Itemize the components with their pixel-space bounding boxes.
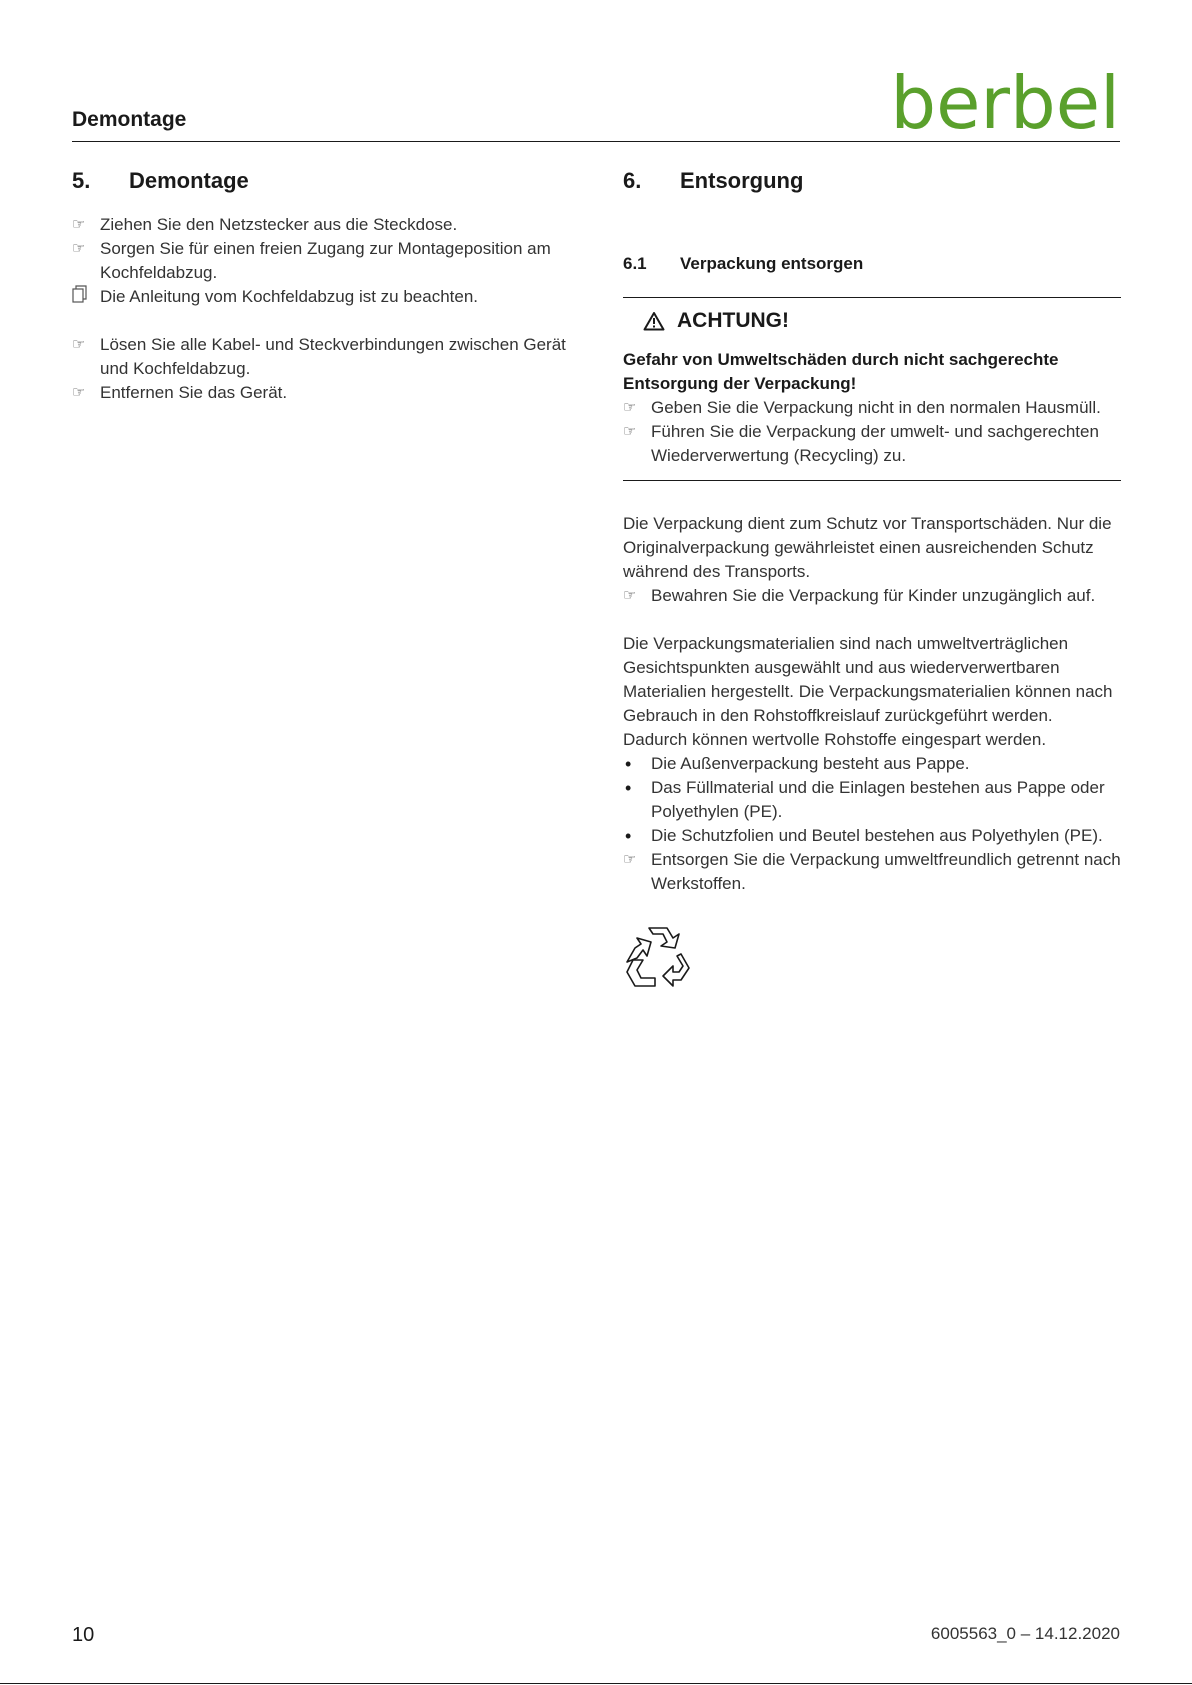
list-item — [623, 396, 1121, 420]
bullet-icon: • — [625, 754, 632, 774]
list-item — [623, 420, 1121, 468]
list-item — [623, 848, 1121, 896]
demontage-steps-2 — [72, 333, 572, 405]
item-text: Ziehen Sie den Netzstecker aus die Steckdose. — [100, 215, 458, 234]
hand-pointer-icon: ☞ — [72, 384, 86, 401]
bottom-divider — [0, 1683, 1192, 1684]
list-item — [72, 333, 572, 381]
item-text: Führen Sie die Verpackung der umwelt- und sachgerechten Wiederverwertung (Recycling) zu. — [651, 422, 1099, 465]
section-title: Entsorgung — [680, 168, 804, 193]
warning-title-text: ACHTUNG! — [677, 309, 789, 332]
item-text: Geben Sie die Verpackung nicht in den normalen Hausmüll. — [651, 398, 1101, 417]
hand-pointer-icon: ☞ — [623, 851, 637, 868]
hand-pointer-icon: ☞ — [72, 336, 86, 353]
material-bullets — [623, 752, 1121, 896]
section-heading-demontage — [72, 164, 572, 198]
item-text: Das Füllmaterial und die Einlagen bestehen aus Pappe oder Polyethylen (PE). — [651, 778, 1105, 821]
warning-title — [623, 304, 1121, 338]
logo-text: berbel — [890, 70, 1120, 134]
item-text: Lösen Sie alle Kabel- und Steckverbindungen zwischen Gerät und Kochfeldabzug. — [100, 335, 566, 378]
page-number: 10 — [72, 1624, 95, 1646]
bullet-icon: • — [625, 778, 632, 798]
warning-steps — [623, 396, 1121, 468]
item-text: Entfernen Sie das Gerät. — [100, 383, 288, 402]
list-item — [72, 381, 572, 405]
right-column — [623, 164, 1121, 995]
document-info: 6005563_0 – 14.12.2020 — [930, 1624, 1120, 1643]
berbel-logo — [878, 70, 1120, 134]
paragraph: Die Verpackungsmaterialien sind nach umweltverträglichen Gesichtspunkten ausgewählt und aus wiederverwertbaren Materialien hergestellt. Die Verpackungsmaterialien können nach Gebrauch in den Rohstoffkreislauf zurückgeführt werden. Dadurch können wertvolle Rohstoffe eingespart werden. — [623, 634, 1113, 749]
list-item — [72, 213, 572, 237]
item-text: Die Schutzfolien und Beutel bestehen aus Polyethylen (PE). — [651, 826, 1103, 845]
page-section-title: Demontage — [72, 108, 187, 131]
list-item — [623, 824, 1121, 848]
list-item — [623, 752, 1121, 776]
hand-pointer-icon: ☞ — [72, 240, 86, 257]
subsection-title: Verpackung entsorgen — [680, 254, 864, 273]
section-title: Demontage — [129, 168, 249, 193]
warning-box — [623, 297, 1121, 481]
header-divider — [72, 141, 1120, 142]
item-text: Bewahren Sie die Verpackung für Kinder unzugänglich auf. — [651, 586, 1096, 605]
item-text: Sorgen Sie für einen freien Zugang zur Montageposition am Kochfeldabzug. — [100, 239, 551, 282]
item-text: Entsorgen Sie die Verpackung umweltfreundlich getrennt nach Werkstoffen. — [651, 850, 1121, 893]
section-number: 5. — [72, 168, 91, 193]
paragraph: Die Verpackung dient zum Schutz vor Transportschäden. Nur die Originalverpackung gewährleistet einen ausreichenden Schutz während des Transports. — [623, 514, 1112, 581]
subsection-heading — [623, 252, 1121, 276]
packaging-steps — [623, 584, 1121, 608]
hand-pointer-icon: ☞ — [623, 423, 637, 440]
item-text: Die Anleitung vom Kochfeldabzug ist zu beachten. — [100, 287, 479, 306]
document-icon — [72, 285, 94, 311]
recycle-icon — [623, 920, 693, 990]
bullet-icon: • — [625, 826, 632, 846]
item-text: Die Außenverpackung besteht aus Pappe. — [651, 754, 970, 773]
list-item — [72, 285, 572, 309]
hand-pointer-icon: ☞ — [72, 216, 86, 233]
section-number: 6. — [623, 168, 642, 193]
list-item — [623, 776, 1121, 824]
left-column — [72, 164, 572, 405]
hand-pointer-icon: ☞ — [623, 399, 637, 416]
warning-lead: Gefahr von Umweltschäden durch nicht sachgerechte Entsorgung der Verpackung! — [623, 350, 1059, 393]
list-item — [72, 237, 572, 285]
demontage-steps — [72, 213, 572, 309]
hand-pointer-icon: ☞ — [623, 587, 637, 604]
list-item — [623, 584, 1121, 608]
section-heading-entsorgung — [623, 164, 1121, 198]
subsection-number: 6.1 — [623, 254, 647, 273]
warning-triangle-icon — [643, 311, 665, 331]
